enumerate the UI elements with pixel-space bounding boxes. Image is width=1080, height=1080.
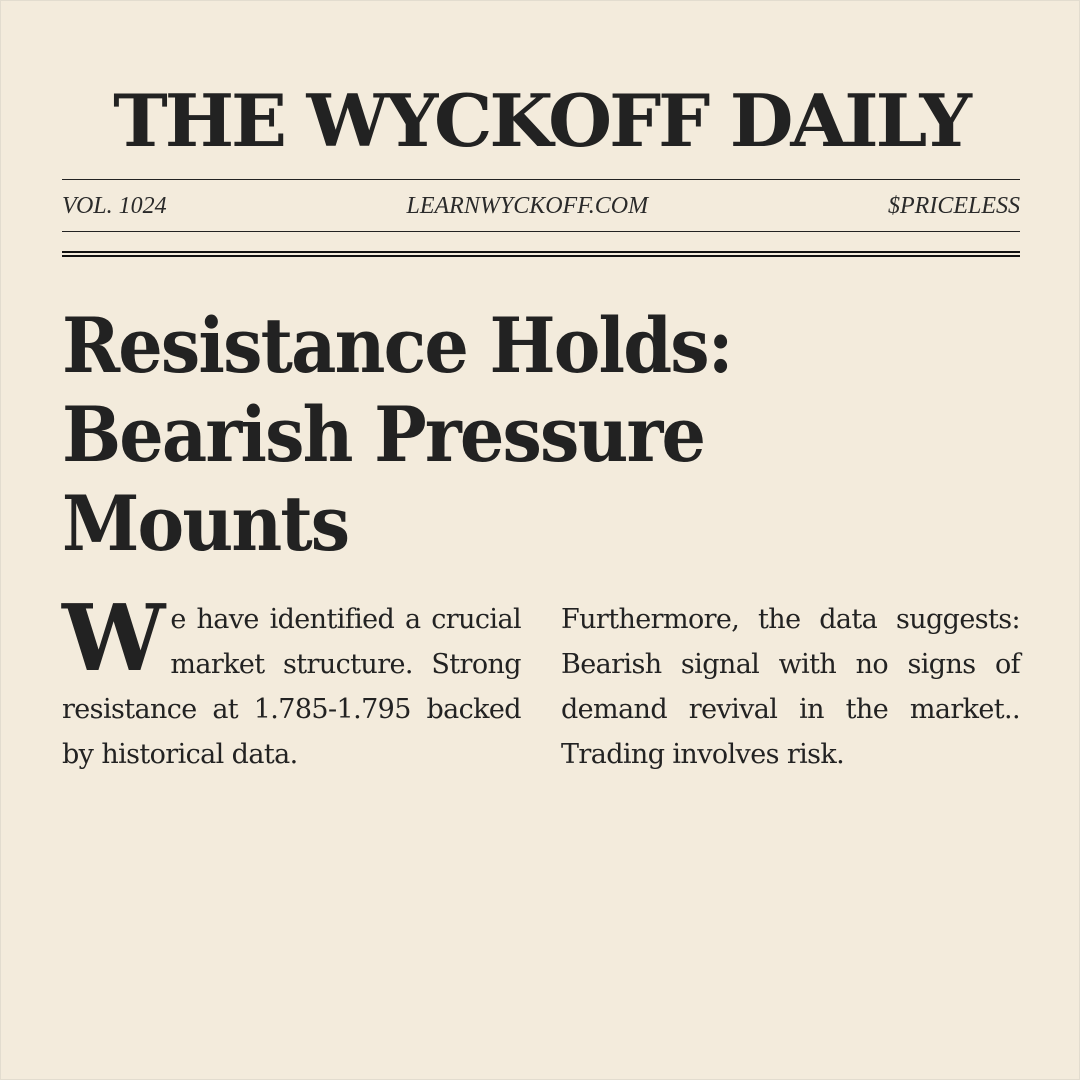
drop-cap: W — [62, 584, 163, 692]
middle-divider — [62, 231, 1020, 232]
column-right-text: Furthermore, the data suggests: Bearish signal with no signs of demand revival in the market.. Trading involves risk. — [561, 604, 1020, 770]
article-body — [62, 584, 1020, 777]
masthead — [62, 79, 1020, 163]
article-column-right — [561, 597, 1020, 777]
article-column-left — [62, 584, 521, 777]
article-headline: Resistance Holds: Bearish Pressure Mounts — [62, 301, 732, 568]
top-divider — [62, 179, 1020, 180]
price-label: $PRICELESS — [888, 192, 1020, 219]
column-left-text: e have identified a crucial market structure. Strong resistance at 1.785-1.795 backed by historical data. — [62, 604, 521, 770]
website-label: LEARNWYCKOFF.COM — [406, 192, 649, 219]
info-bar — [62, 189, 1020, 223]
double-divider — [62, 251, 1020, 257]
volume-label: VOL. 1024 — [62, 192, 167, 219]
masthead-title: THE WYCKOFF DAILY — [113, 78, 969, 163]
